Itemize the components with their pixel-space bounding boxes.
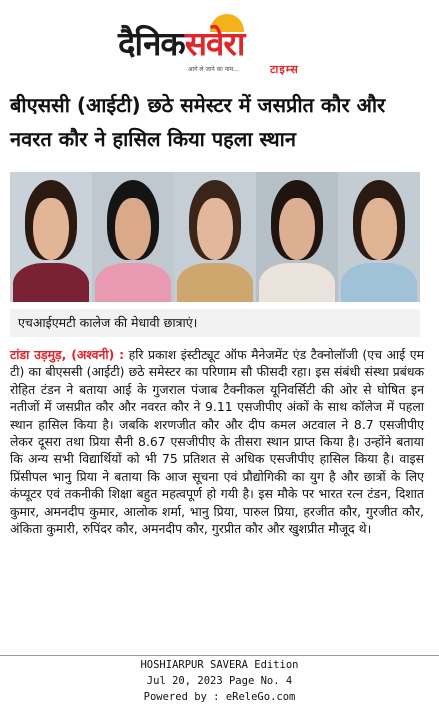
student-photo-4	[256, 172, 338, 302]
newspaper-logo	[118, 14, 323, 80]
student-photo-3	[174, 172, 256, 302]
footer-divider	[0, 655, 439, 656]
logo-times: टाइम्स	[270, 63, 299, 76]
face-shape	[279, 198, 315, 260]
clothing-shape	[13, 263, 88, 302]
masthead	[0, 0, 439, 84]
photo-strip	[10, 172, 420, 302]
article-text: हरि प्रकाश इंस्टीट्यूट ऑफ मैनेजमेंट एंड टैक्नोलॉजी (एच आई एम टी) का बीएससी (आईटी) छठे समेस्टर का परिणाम सौ फीसदी रहा। इस संबंधी संस्था प्रबंधक रोहित टंडन ने बताया आई के गुजराल पंजाब टैक्नीकल यूनिवर्सिटी की ओर से घोषित इन नतीजों में जसप्रीत कौर और नवरत कौर ने 9.11 एसजीपीए अंकों के साथ कॉलेज में पहला स्थान हासिल किया है। जबकि शरणजीत कौर और दीप कमल अटवाल ने 8.7 एसजीपीए लेकर दूसरा तथा प्रिया सैनी 8.67 एसजीपीए के तीसरा स्थान प्राप्त किया है। उन्होंने बताया कि अन्य सभी विद्यार्थियों को भी 75 प्रतिशत से अधिक एसजीपीए हासिल किया है। वाइस प्रिंसीपल भानु प्रिया ने बताया कि आज सूचना एवं प्रौद्योगिकी का युग है और छात्रों के लिए कंप्यूटर एवं तकनीकी शिक्षा बहुत महत्वपूर्ण हो गयी है। इस मौके पर भारत रत्न टंडन, दिशात कुमार, अमनदीप कुमार, आलोक शर्मा, भानु प्रिया, पारुल प्रिया, हरजीत कौर, गुरजीत कौर, अंकिता कुमारी, रुपिंदर कौर, अमनदीप कौर, गुरप्रीत कौर और खुशप्रीत मौजूद थे।	[10, 347, 424, 537]
face-shape	[197, 198, 233, 260]
edition-date-page: Jul 20, 2023 Page No. 4	[146, 675, 293, 687]
edition-footer	[0, 657, 439, 710]
clothing-shape	[177, 263, 252, 302]
article-body	[10, 346, 424, 537]
student-photo-2	[92, 172, 174, 302]
clothing-shape	[259, 263, 334, 302]
headline: बीएससी (आईटी) छठे समेस्टर में जसप्रीत कौर और नवरत कौर ने हासिल किया पहला स्थान	[10, 93, 386, 151]
student-photo-1	[10, 172, 92, 302]
clothing-shape	[341, 263, 416, 302]
logo-wordmark	[118, 24, 244, 64]
face-shape	[115, 198, 151, 260]
logo-word-dainik: दैनिक	[118, 24, 185, 63]
student-photo-5	[338, 172, 420, 302]
logo-word-savera: सवेरा	[184, 24, 245, 63]
face-shape	[361, 198, 397, 260]
face-shape	[33, 198, 69, 260]
photo-caption: एचआईएमटी कालेज की मेधावी छात्राएं।	[10, 309, 420, 337]
clothing-shape	[95, 263, 170, 302]
logo-tagline: आगे ले जाने का नाम...	[188, 66, 239, 73]
dateline: टांडा उड़मुड़, (अश्वनी) :	[10, 347, 125, 362]
edition-name: HOSHIARPUR SAVERA Edition	[140, 659, 299, 671]
powered-by: Powered by : eReleGo.com	[143, 691, 296, 703]
